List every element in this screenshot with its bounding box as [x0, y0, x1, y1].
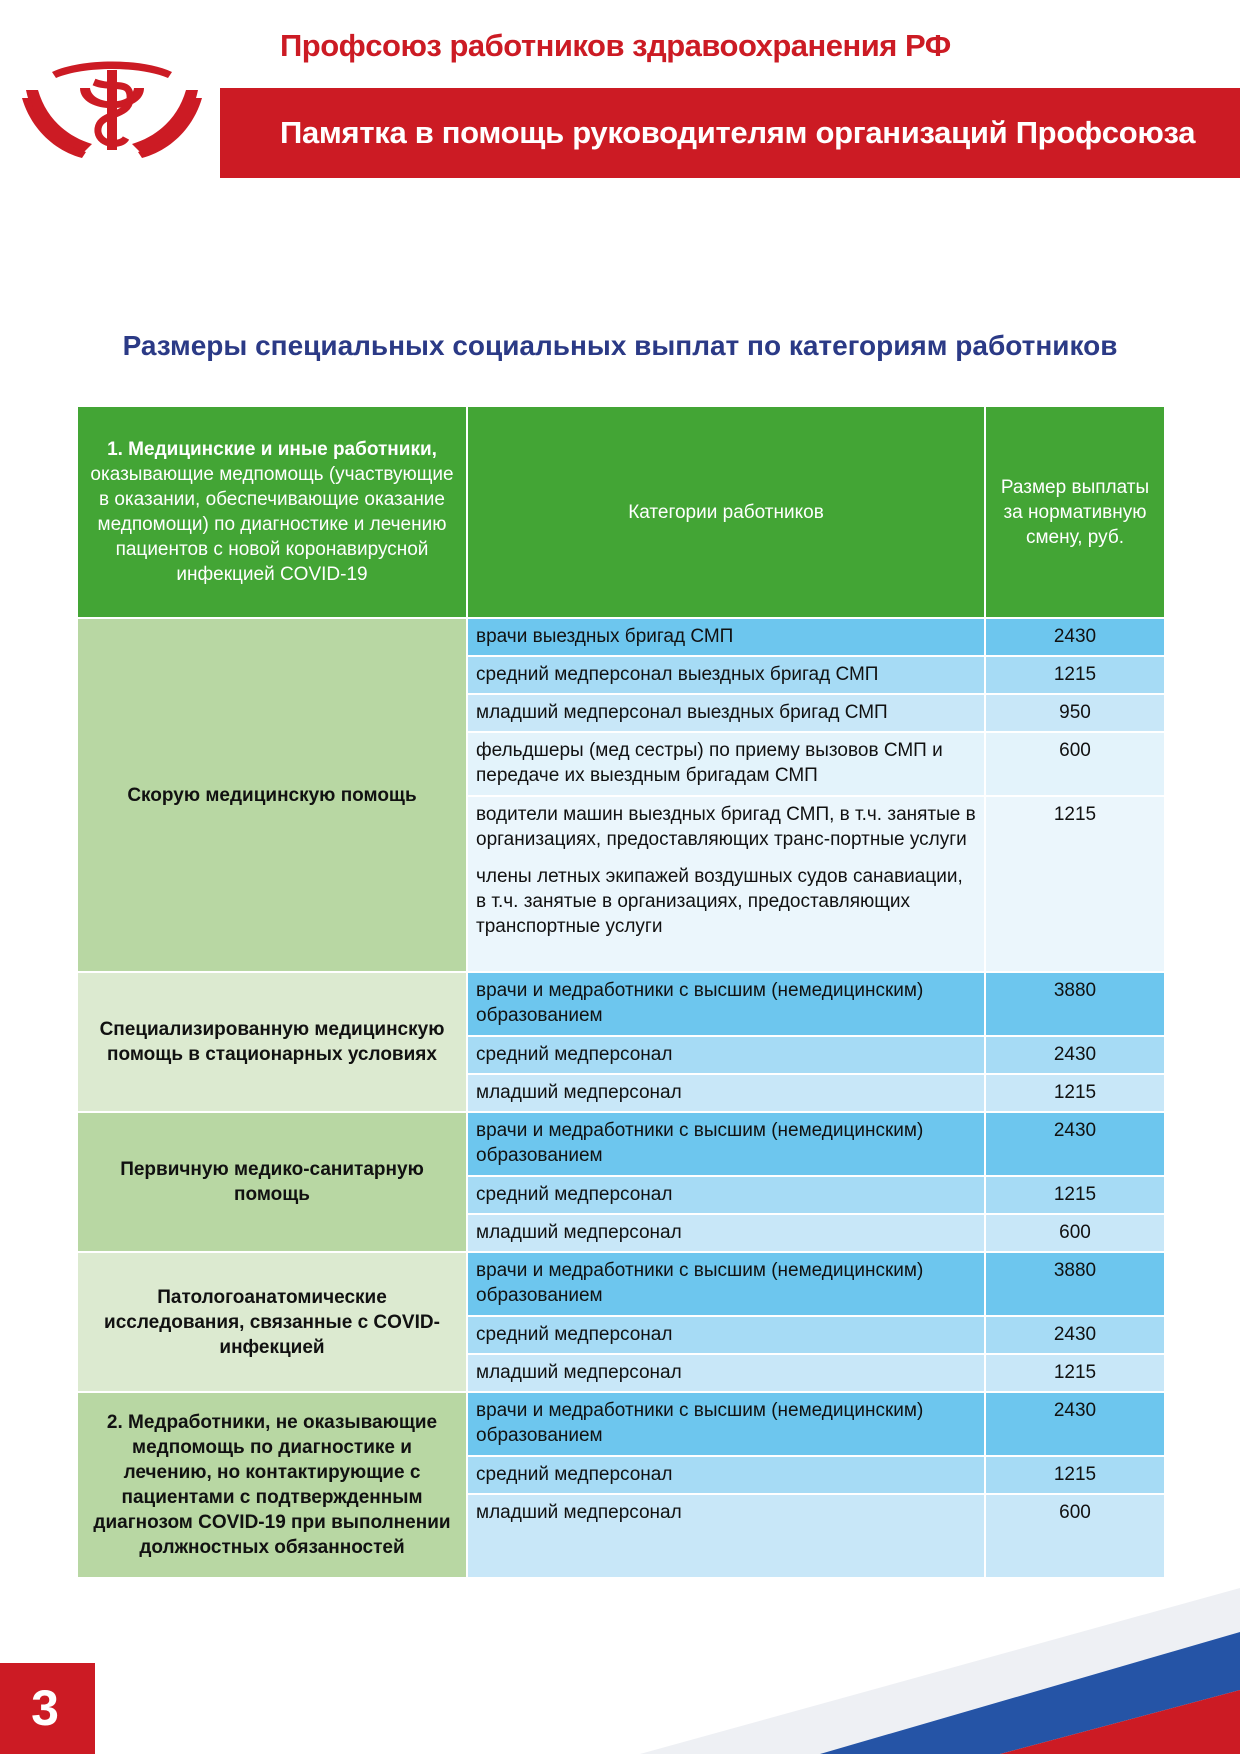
- header-bar: [220, 88, 1240, 178]
- group-cell: Специализированную медицинскую помощь в стационарных условиях: [77, 972, 467, 1112]
- payments-table: [76, 405, 1164, 1579]
- category-cell: средний медперсонал: [467, 1176, 985, 1214]
- table-row: [77, 618, 1165, 656]
- category-text: водители машин выездных бригад СМП, в т.ч. занятые в организациях, предоставляющих транс-портные услуги: [476, 804, 976, 850]
- header-group-bold: 1. Медицинские и иные работники,: [107, 439, 437, 460]
- category-cell: средний медперсонал: [467, 1036, 985, 1074]
- org-name: Профсоюз работников здравоохранения РФ: [280, 28, 951, 63]
- amount-cell: 1215: [985, 796, 1165, 972]
- header-group-rest: оказывающие медпомощь (участвующие в оказании, обеспечивающие оказание медпомощи) по диагностике и лечению пациентов с новой коронавирусной инфекцией COVID-19: [90, 464, 454, 585]
- page-number: 3: [0, 1663, 95, 1754]
- category-cell: врачи и медработники с высшим (немедицинским) образованием: [467, 972, 985, 1036]
- amount-cell: 600: [985, 1494, 1165, 1578]
- amount-cell: 1215: [985, 1354, 1165, 1392]
- amount-cell: 2430: [985, 1392, 1165, 1456]
- category-cell: младший медперсонал: [467, 1074, 985, 1112]
- category-cell: врачи выездных бригад СМП: [467, 618, 985, 656]
- amount-cell: 1215: [985, 1074, 1165, 1112]
- union-logo-icon: [22, 60, 202, 160]
- group-cell: Первичную медико-санитарную помощь: [77, 1112, 467, 1252]
- category-cell: средний медперсонал выездных бригад СМП: [467, 656, 985, 694]
- amount-cell: 1215: [985, 656, 1165, 694]
- header-category-column: Категории работников: [467, 406, 985, 618]
- category-cell: средний медперсонал: [467, 1316, 985, 1354]
- table-row: [77, 1392, 1165, 1456]
- table-header-row: [77, 406, 1165, 618]
- amount-cell: 1215: [985, 1176, 1165, 1214]
- amount-cell: 2430: [985, 1316, 1165, 1354]
- amount-cell: 3880: [985, 972, 1165, 1036]
- category-cell: врачи и медработники с высшим (немедицинским) образованием: [467, 1112, 985, 1176]
- header-title: Памятка в помощь руководителям организаций Профсоюза: [280, 115, 1196, 150]
- amount-cell: 2430: [985, 1112, 1165, 1176]
- category-cell: младший медперсонал выездных бригад СМП: [467, 694, 985, 732]
- header-amount-column: Размер выплаты за нормативную смену, руб.: [985, 406, 1165, 618]
- table-row: [77, 1252, 1165, 1316]
- table-row: [77, 972, 1165, 1036]
- category-cell: младший медперсонал: [467, 1354, 985, 1392]
- amount-cell: 950: [985, 694, 1165, 732]
- group-cell: 2. Медработники, не оказывающие медпомощь по диагностике и лечению, но контактирующие с пациентами с подтвержденным диагнозом COVID-19 при выполнении должностных обязанностей: [77, 1392, 467, 1578]
- category-cell: фельдшеры (мед сестры) по приему вызовов СМП и передаче их выездным бригадам СМП: [467, 732, 985, 796]
- category-cell: врачи и медработники с высшим (немедицинским) образованием: [467, 1252, 985, 1316]
- category-cell: младший медперсонал: [467, 1494, 985, 1578]
- amount-cell: 1215: [985, 1456, 1165, 1494]
- table-row: [77, 1112, 1165, 1176]
- amount-cell: 600: [985, 1214, 1165, 1252]
- category-cell: средний медперсонал: [467, 1456, 985, 1494]
- page-heading: Размеры специальных социальных выплат по категориям работников: [122, 330, 1118, 361]
- category-cell: врачи и медработники с высшим (немедицинским) образованием: [467, 1392, 985, 1456]
- group-cell: Скорую медицинскую помощь: [77, 618, 467, 972]
- category-cell: [467, 796, 985, 972]
- category-cell: младший медперсонал: [467, 1214, 985, 1252]
- amount-cell: 2430: [985, 618, 1165, 656]
- header-group-column: [77, 406, 467, 618]
- amount-cell: 3880: [985, 1252, 1165, 1316]
- group-cell: Патологоанатомические исследования, связанные с COVID-инфекцией: [77, 1252, 467, 1392]
- amount-cell: 600: [985, 732, 1165, 796]
- category-extra-text: члены летных экипажей воздушных судов санавиации, в т.ч. занятые в организациях, предоставляющих транспортные услуги: [476, 866, 963, 937]
- amount-cell: 2430: [985, 1036, 1165, 1074]
